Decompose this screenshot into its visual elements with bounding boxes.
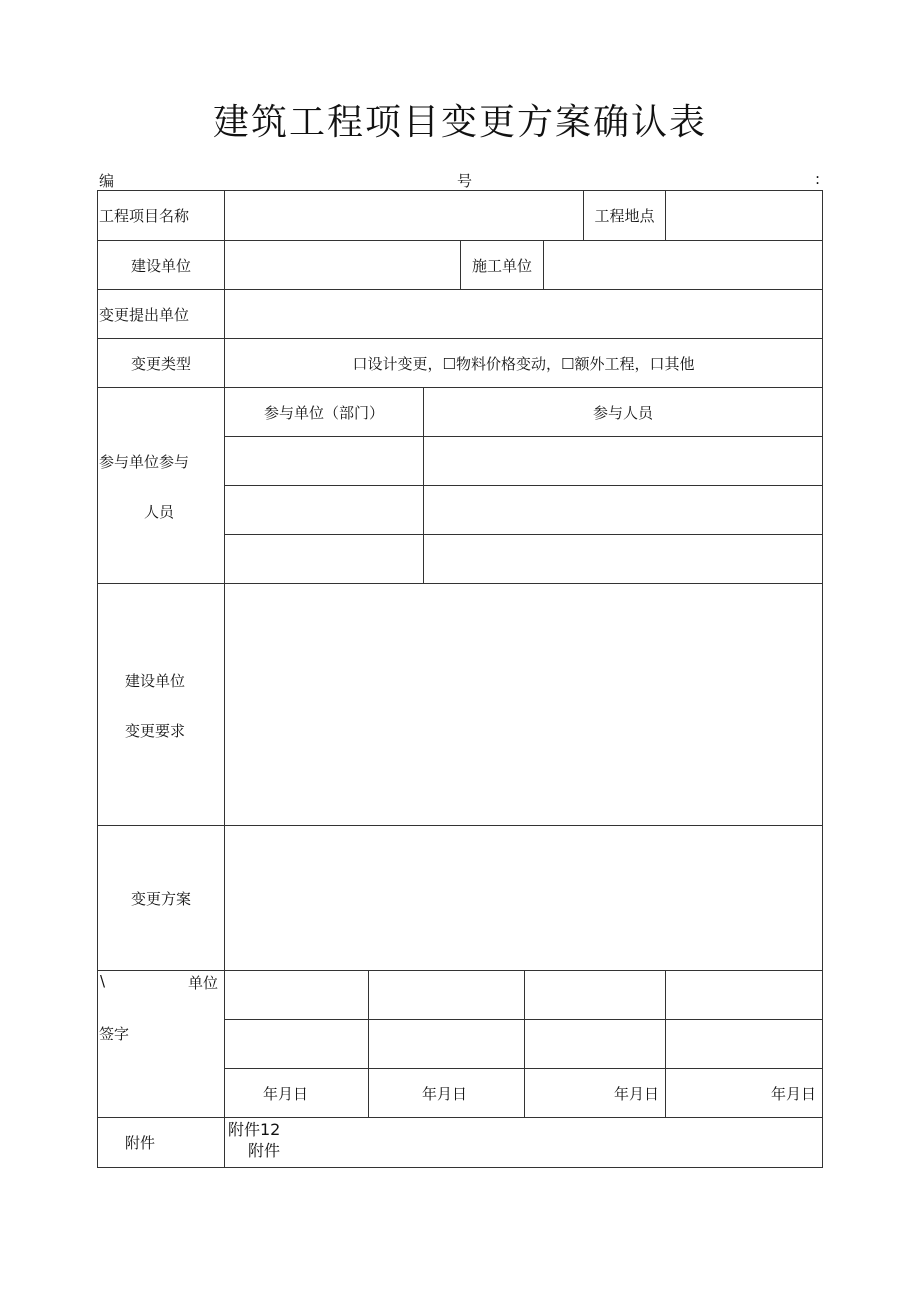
participant-people-field[interactable]	[424, 486, 822, 534]
signature-date: 年月日	[422, 1085, 468, 1103]
change-plan-label: 变更方案	[130, 889, 191, 908]
signature-unit-field[interactable]	[225, 971, 368, 1019]
signature-field[interactable]	[666, 1020, 822, 1068]
table-border-left	[97, 190, 98, 1168]
signature-backslash: \	[100, 972, 106, 990]
participant-people-field[interactable]	[424, 437, 822, 485]
participant-people-field[interactable]	[424, 535, 822, 583]
signature-unit-label: 单位	[188, 974, 219, 992]
project-location-field[interactable]	[666, 191, 822, 240]
attachment-line-1: 附件12	[228, 1120, 281, 1139]
attachment-line-2: 附件	[248, 1141, 281, 1160]
signature-date: 年月日	[614, 1085, 660, 1103]
signature-field[interactable]	[525, 1020, 665, 1068]
construction-unit-field[interactable]	[225, 241, 460, 289]
table-border-bottom	[97, 1167, 823, 1168]
signature-unit-field[interactable]	[666, 971, 822, 1019]
builder-unit-label: 施工单位	[471, 256, 532, 275]
serial-number-label-mid: 号	[457, 172, 473, 190]
participant-unit-field[interactable]	[225, 437, 423, 485]
change-proposer-field[interactable]	[225, 290, 822, 338]
signature-label: 签字	[99, 1025, 130, 1043]
attachment-label: 附件	[125, 1134, 156, 1152]
project-location-label: 工程地点	[594, 207, 655, 225]
change-requirement-field[interactable]	[225, 584, 822, 825]
participants-label-line2: 人员	[144, 503, 175, 521]
builder-unit-field[interactable]	[544, 241, 822, 289]
signature-date: 年月日	[263, 1085, 309, 1103]
requirement-label-line1: 建设单位	[125, 672, 186, 690]
participants-label-line1: 参与单位参与	[99, 453, 190, 471]
serial-number-label-left: 编	[99, 172, 115, 190]
table-border-right	[822, 190, 823, 1168]
signature-date: 年月日	[771, 1085, 817, 1103]
participants-people-header: 参与人员	[592, 403, 653, 422]
signature-field[interactable]	[369, 1020, 524, 1068]
participants-unit-header: 参与单位（部门）	[263, 403, 384, 422]
change-plan-field[interactable]	[225, 826, 822, 970]
participant-unit-field[interactable]	[225, 486, 423, 534]
signature-field[interactable]	[225, 1020, 368, 1068]
page-title: 建筑工程项目变更方案确认表	[212, 102, 707, 143]
signature-unit-field[interactable]	[369, 971, 524, 1019]
project-name-label: 工程项目名称	[99, 207, 190, 225]
requirement-label-line2: 变更要求	[125, 722, 186, 740]
participant-unit-field[interactable]	[225, 535, 423, 583]
change-type-label: 变更类型	[130, 354, 191, 373]
change-proposer-label: 变更提出单位	[99, 305, 190, 324]
change-type-options[interactable]: 口设计变更，☐物料价格变动，☐额外工程，口其他	[352, 354, 695, 373]
project-name-field[interactable]	[225, 191, 583, 240]
serial-number-colon: :	[815, 170, 821, 188]
signature-unit-field[interactable]	[525, 971, 665, 1019]
construction-unit-label: 建设单位	[130, 256, 191, 275]
